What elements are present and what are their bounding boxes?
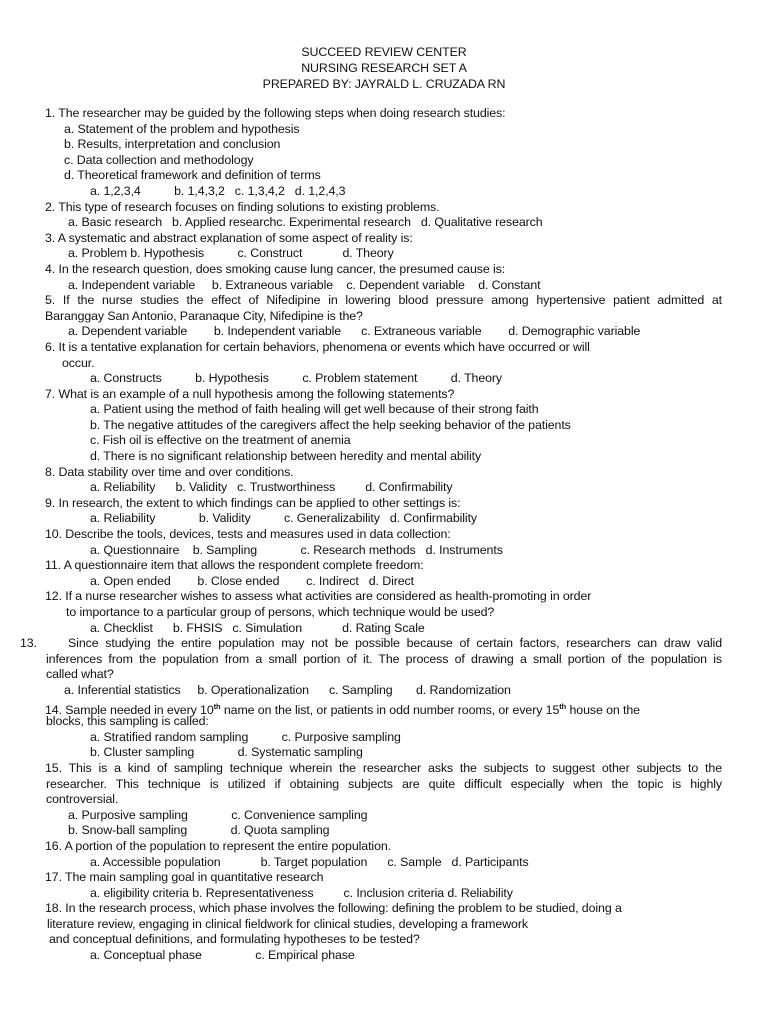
q7-choice-d: d. There is no significant relationship between heredity and mental ability <box>90 449 482 464</box>
q8-choices: a. Reliability b. Validity c. Trustworthiness d. Confirmability <box>90 480 453 495</box>
q12-stem-line2: to importance to a particular group of persons, which technique would be used? <box>66 605 495 619</box>
q18-stem-line3: and conceptual definitions, and formulating hypotheses to be tested? <box>49 932 420 947</box>
q4-choices: a. Independent variable b. Extraneous variable c. Dependent variable d. Constant <box>68 277 541 292</box>
q15-choices-row2: b. Snow-ball sampling d. Quota sampling <box>68 823 330 838</box>
q15-choices-row1: a. Purposive sampling c. Convenience sampling <box>68 807 368 822</box>
q2-stem: 2. This type of research focuses on finding solutions to existing problems. <box>45 199 440 214</box>
q18-stem-line2: literature review, engaging in clinical fieldwork for clinical studies, developing a framework <box>47 916 528 931</box>
q14-choices-row2: b. Cluster sampling d. Systematic sampling <box>90 745 363 760</box>
q9-stem: 9. In research, the extent to which findings can be applied to other settings is: <box>45 495 461 510</box>
q5-stem-line2: Baranggay San Antonio, Paranaque City, Nifedipine is the? <box>45 308 363 323</box>
q6-choices: a. Constructs b. Hypothesis c. Problem statement d. Theory <box>90 371 503 386</box>
q5-stem-line1: 5. If the nurse studies the effect of Nifedipine in lowering blood pressure among hypertensive patient admitted at <box>45 293 722 308</box>
q13-number: 13. <box>20 636 37 651</box>
header-set-title: NURSING RESEARCH SET A <box>301 61 467 75</box>
q3-stem: 3. A systematic and abstract explanation of some aspect of reality is: <box>45 230 413 245</box>
q14-choices-row1: a. Stratified random sampling c. Purposive sampling <box>90 729 401 744</box>
header-center-name: SUCCEED REVIEW CENTER <box>301 45 467 59</box>
q14-stem-line2: blocks, this sampling is called: <box>46 714 209 729</box>
q2-choices: a. Basic research b. Applied researchc. Experimental research d. Qualitative research <box>68 215 543 230</box>
q11-stem: 11. A questionnaire item that allows the respondent complete freedom: <box>45 558 424 573</box>
q1-item-c: c. Data collection and methodology <box>64 152 254 167</box>
q1-stem: 1. The researcher may be guided by the following steps when doing research studies: <box>45 106 506 120</box>
document-header <box>0 45 768 93</box>
q5-choices: a. Dependent variable b. Independent variable c. Extraneous variable d. Demographic variable <box>68 324 641 339</box>
q15-stem-line3: controversial. <box>46 792 119 807</box>
q7-stem: 7. What is an example of a null hypothesis among the following statements? <box>45 386 455 401</box>
q12-stem-line1: 12. If a nurse researcher wishes to assess what activities are considered as health-promoting in order <box>45 589 592 604</box>
q15-stem-line1: 15. This is a kind of sampling technique wherein the researcher asks the subjects to suggest other subjects to the <box>45 760 722 775</box>
q14-text-part2: name on the list, or patients in odd number rooms, or every 15 <box>220 702 560 717</box>
q10-choices: a. Questionnaire b. Sampling c. Research methods d. Instruments <box>90 542 503 557</box>
q7-choice-c: c. Fish oil is effective on the treatment of anemia <box>90 433 351 448</box>
q14-text-part1: 14. Sample needed in every 10 <box>45 702 214 717</box>
q13-stem-line1: Since studying the entire population may not be possible because of certain factors, researchers can draw valid <box>68 636 722 651</box>
q12-choices: a. Checklist b. FHSIS c. Simulation d. Rating Scale <box>90 620 425 635</box>
q18-stem-line1: 18. In the research process, which phase involves the following: defining the problem to be studied, doing a <box>45 901 622 916</box>
q13-stem-line2: inferences from the population from a small portion of it. The process of drawing a small portion of the population is <box>46 651 722 666</box>
q1-choices: a. 1,2,3,4 b. 1,4,3,2 c. 1,3,4,2 d. 1,2,4,3 <box>90 183 346 198</box>
q15-stem-line2: researcher. This technique is utilized if obtaining subjects are quite difficult especially when the topic is highly <box>46 776 722 791</box>
q14-stem-line1 <box>0 699 768 715</box>
q7-choice-b: b. The negative attitudes of the caregivers affect the help seeking behavior of the patients <box>90 417 571 432</box>
q14-ordinal-2: th <box>559 701 567 711</box>
q16-choices: a. Accessible population b. Target population c. Sample d. Participants <box>90 854 529 869</box>
q13-line1 <box>0 636 722 652</box>
q3-choices: a. Problem b. Hypothesis c. Construct d. Theory <box>68 246 394 261</box>
q16-stem: 16. A portion of the population to represent the entire population. <box>45 838 392 853</box>
q14-text-part3: house on the <box>566 702 640 717</box>
q11-choices: a. Open ended b. Close ended c. Indirect d. Direct <box>90 573 414 588</box>
q10-stem: 10. Describe the tools, devices, tests and measures used in data collection: <box>45 527 451 542</box>
q13-choices: a. Inferential statistics b. Operationalization c. Sampling d. Randomization <box>64 682 511 697</box>
q18-choices: a. Conceptual phase c. Empirical phase <box>90 948 355 963</box>
q17-stem: 17. The main sampling goal in quantitative research <box>45 870 324 885</box>
q1-item-d: d. Theoretical framework and definition of terms <box>64 168 321 183</box>
q4-stem: 4. In the research question, does smoking cause lung cancer, the presumed cause is: <box>45 261 506 276</box>
q17-choices: a. eligibility criteria b. Representativeness c. Inclusion criteria d. Reliability <box>90 885 513 900</box>
header-author: PREPARED BY: JAYRALD L. CRUZADA RN <box>262 77 506 91</box>
q1-item-a: a. Statement of the problem and hypothesis <box>64 121 300 136</box>
q14-ordinal-1: th <box>213 701 221 711</box>
q7-choice-a: a. Patient using the method of faith healing will get well because of their strong faith <box>90 402 539 417</box>
q13-stem-line3: called what? <box>46 667 114 682</box>
q1-item-b: b. Results, interpretation and conclusion <box>64 137 281 152</box>
q9-choices: a. Reliability b. Validity c. Generalizability d. Confirmability <box>90 511 478 526</box>
q6-stem-line2: occur. <box>62 355 95 370</box>
question-list <box>0 106 768 964</box>
q8-stem: 8. Data stability over time and over conditions. <box>45 464 294 479</box>
q6-stem-line1: 6. It is a tentative explanation for certain behaviors, phenomena or events which have occurred or will <box>45 339 590 354</box>
